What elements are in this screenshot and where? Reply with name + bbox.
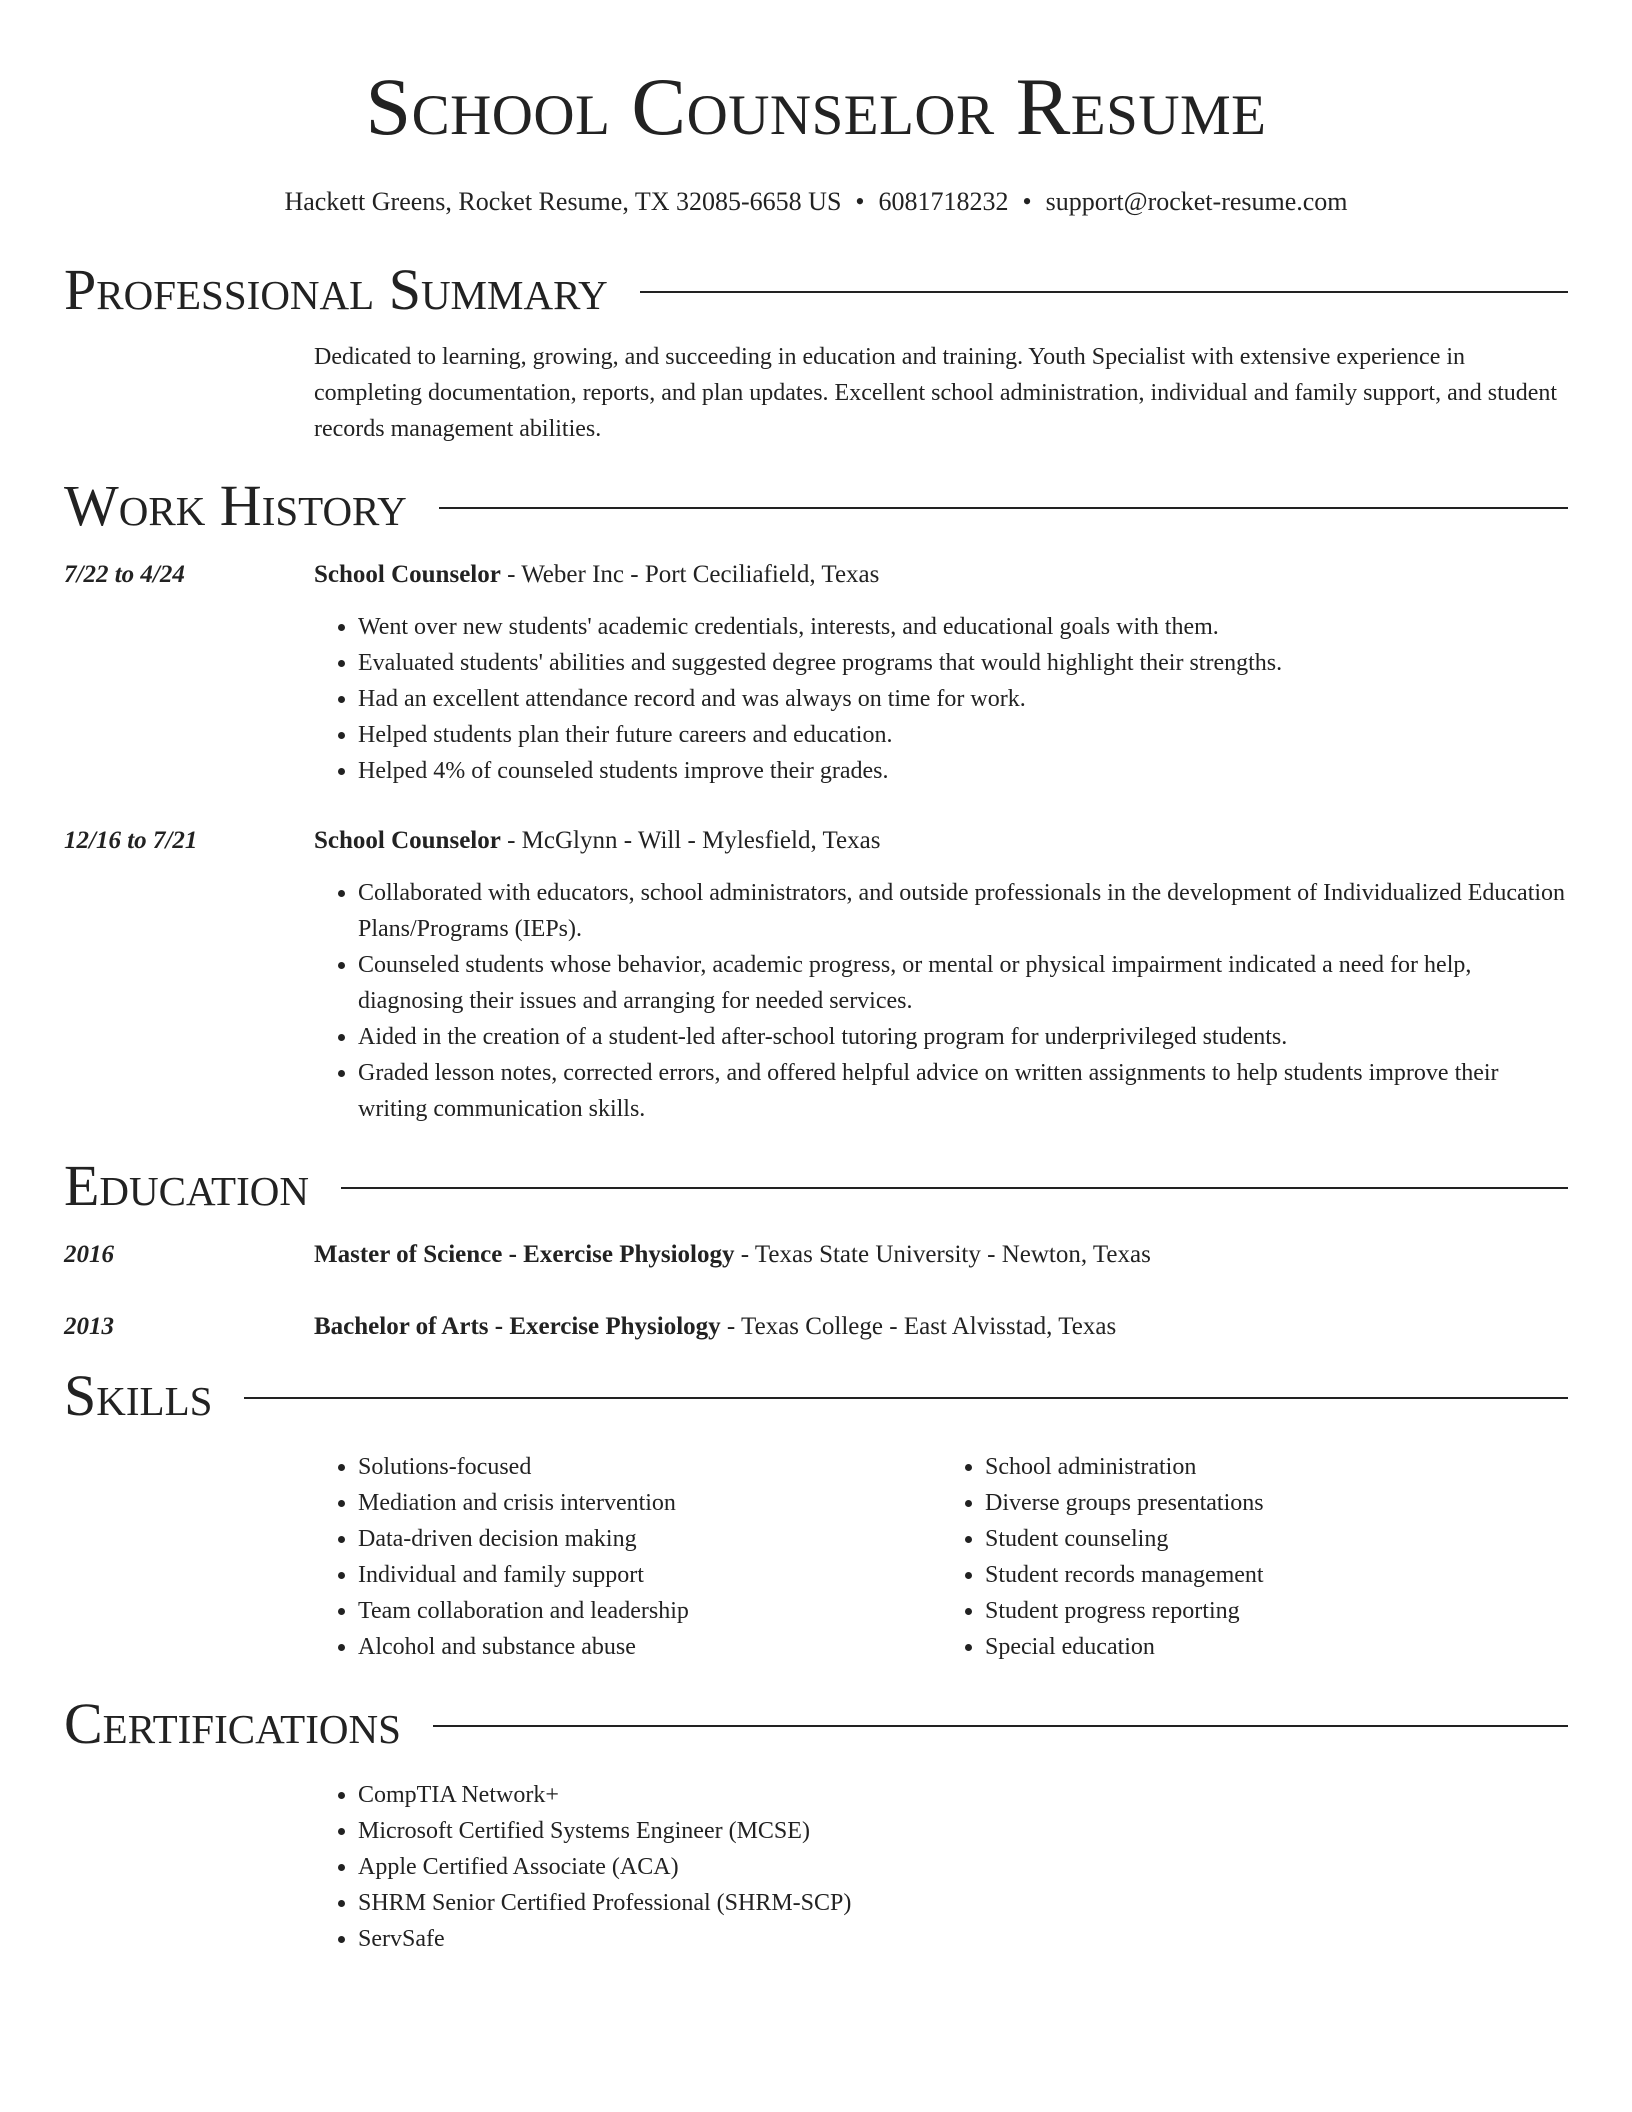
contact-separator: • [855,187,865,216]
job-header [64,557,1568,593]
list-item: • CompTIA Network+ [358,1777,1568,1813]
list-item: • Counseled students whose behavior, academic progress, or mental or physical impairment indicated a need for help, diagnosing their issues and arranging for needed services. [358,947,1568,1019]
section-divider [433,1725,1568,1727]
list-item: • Individual and family support [358,1557,941,1593]
list-item: • Went over new students' academic credentials, interests, and educational goals with them. [358,609,1568,645]
list-item: • School administration [985,1449,1568,1485]
job-employer: - McGlynn - Will - Mylesfield, Texas [500,827,881,855]
list-item: • Graded lesson notes, corrected errors, and offered helpful advice on written assignments to help students improve their writing communication skills. [358,1055,1568,1127]
section-divider [439,507,1568,509]
list-item: • SHRM Senior Certified Professional (SHRM-SCP) [358,1885,1568,1921]
list-item: • Evaluated students' abilities and suggested degree programs that would highlight their strengths. [358,645,1568,681]
job-info [314,557,879,593]
section-title: Education [64,1153,309,1219]
summary-text: Dedicated to learning, growing, and succeeding in education and training. Youth Specialist with extensive experience in completing documentation, reports, and plan updates. Excellent school administration, individual and family support, and student records management abilities. [314,344,1558,443]
job-dates: 7/22 to 4/24 [64,561,185,589]
list-item: • Alcohol and substance abuse [358,1629,941,1665]
certifications-list [314,1777,1568,1957]
education-info [314,1237,1151,1273]
education-entry [64,1237,1568,1273]
skills-column-left [314,1449,941,1665]
section-title: Work History [64,473,407,539]
skills-column-right [941,1449,1568,1665]
list-item: • Aided in the creation of a student-led after-school tutoring program for underprivileged students. [358,1019,1568,1055]
education-school: - Texas College - East Alvisstad, Texas [720,1313,1117,1341]
list-item: • Apple Certified Associate (ACA) [358,1849,1568,1885]
job-dates: 12/16 to 7/21 [64,827,198,855]
section-heading-skills [64,1363,1568,1429]
contact-separator: • [1022,187,1032,216]
list-item: • Solutions-focused [358,1449,941,1485]
list-item: • Team collaboration and leadership [358,1593,941,1629]
section-title: Certifications [64,1691,401,1757]
list-item: • Collaborated with educators, school administrators, and outside professionals in the development of Individualized Education Plans/Programs (IEPs). [358,875,1568,947]
list-item: • Data-driven decision making [358,1521,941,1557]
list-item: • Microsoft Certified Systems Engineer (MCSE) [358,1813,1568,1849]
education-degree: Bachelor of Arts - Exercise Physiology [314,1313,721,1341]
skills-list [314,1449,1568,1665]
job-bullets [314,609,1568,789]
job-employer: - Weber Inc - Port Ceciliafield, Texas [500,561,880,589]
job-entry [64,823,1568,1127]
section-heading-certifications [64,1691,1568,1757]
list-item: • Student records management [985,1557,1568,1593]
job-header [64,823,1568,859]
job-title: School Counselor [314,561,501,589]
education-degree: Master of Science - Exercise Physiology [314,1241,735,1269]
education-year: 2016 [64,1241,114,1269]
section-heading-work-history [64,473,1568,539]
job-entry [64,557,1568,789]
list-item: • Student counseling [985,1521,1568,1557]
list-item: • Student progress reporting [985,1593,1568,1629]
section-heading-education [64,1153,1568,1219]
section-title: Skills [64,1363,213,1429]
list-item: • Helped 4% of counseled students improve their grades. [358,753,1568,789]
section-divider [341,1187,1568,1189]
job-bullets [314,875,1568,1127]
education-school: - Texas State University - Newton, Texas [734,1241,1151,1269]
list-item: • Diverse groups presentations [985,1485,1568,1521]
list-item: • Had an excellent attendance record and was always on time for work. [358,681,1568,717]
page-title: School Counselor Resume [365,61,1267,152]
section-title: Professional Summary [64,257,608,323]
section-divider [244,1397,1568,1399]
contact-address: Hackett Greens, Rocket Resume, TX 32085-6658 US [284,187,842,216]
education-entry [64,1309,1568,1345]
list-item: • ServSafe [358,1921,1568,1957]
section-divider [640,291,1568,293]
contact-phone: 6081718232 [878,187,1009,216]
education-info [314,1309,1116,1345]
section-heading-summary [64,257,1568,323]
contact-email: support@rocket-resume.com [1045,187,1348,216]
list-item: • Special education [985,1629,1568,1665]
contact-line [64,186,1568,217]
job-title: School Counselor [314,827,501,855]
list-item: • Mediation and crisis intervention [358,1485,941,1521]
job-info [314,823,880,859]
education-year: 2013 [64,1313,114,1341]
list-item: • Helped students plan their future careers and education. [358,717,1568,753]
